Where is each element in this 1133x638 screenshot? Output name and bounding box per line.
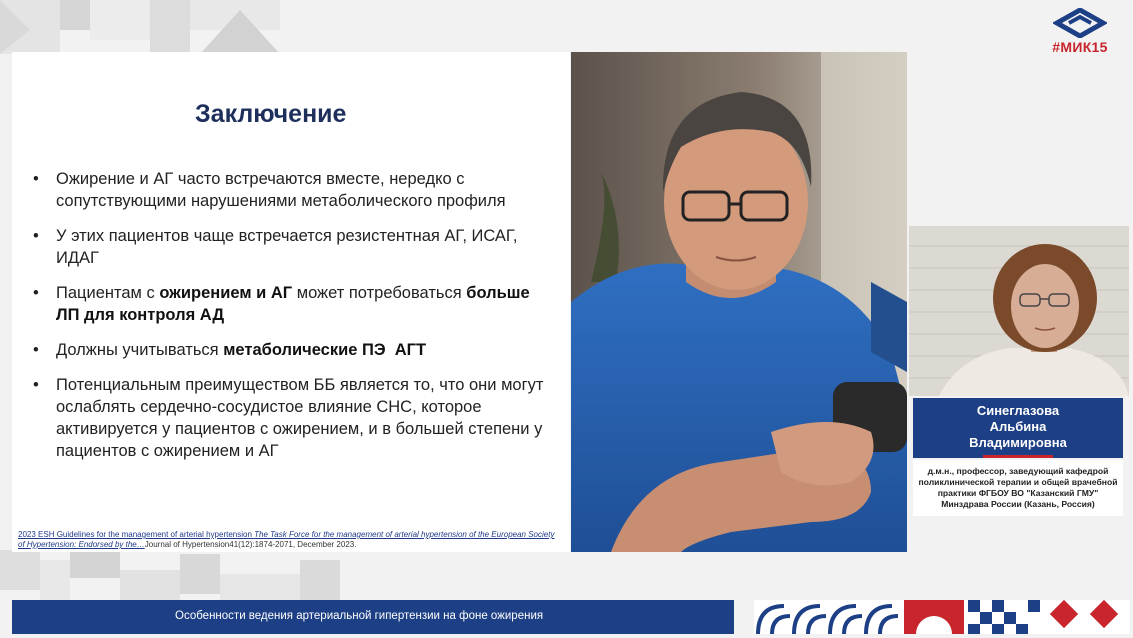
banner-decor-pattern [754, 600, 1130, 634]
slide-reference [18, 530, 558, 550]
bullet-dot: • [33, 227, 39, 245]
bullet-text: Потенциальным преимуществом ББ является то, что они могут ослаблять сердечно-сосудистое влияние СНС, которое активируется у пациентов с ожирением, и в большей степени у пациентов с ожирением и АГ [56, 376, 544, 460]
bullet-item [30, 339, 550, 361]
bullet-item [30, 282, 550, 326]
bullet-list [30, 168, 550, 475]
bullet-item [30, 168, 550, 212]
bottom-banner [12, 600, 734, 634]
bullet-bold-text: больше ЛП для контроля АД [56, 284, 530, 324]
speaker-credentials: д.м.н., профессор, заведующий кафедрой поликлинической терапии и общей врачебной практики ФГБОУ ВО "Казанский ГМУ" Минздрава России (Казань, Россия) [913, 460, 1123, 516]
bullet-dot: • [33, 284, 39, 302]
speaker-video-image [909, 226, 1129, 396]
bullet-text: Должны учитываться [56, 341, 224, 359]
reference-link-italic[interactable]: The Task Force for the management of arterial hypertension of the European Society of Hypertension: Endorsed by the… [18, 530, 555, 549]
speaker-surname: Синеглазова [976, 403, 1060, 418]
reference-link[interactable]: 2023 ESH Guidelines for the management of arterial hypertension [18, 530, 255, 539]
event-logo-text: #МИК15 [1052, 39, 1108, 55]
bullet-dot: • [33, 170, 39, 188]
reference-source: Journal of Hypertension41(12):1874-2071, December 2023. [144, 540, 357, 549]
bullet-bold-text: ожирением и АГ [159, 284, 293, 302]
man-measuring-blood-pressure-image [571, 52, 907, 552]
bullet-bold-text: метаболические ПЭ АГТ [223, 341, 427, 359]
speaker-name-plate [913, 398, 1123, 458]
slide-title: Заключение [195, 100, 347, 128]
speaker-patronymic: Владимировна [969, 435, 1067, 450]
accent-line [983, 455, 1053, 458]
banner-title: Особенности ведения артериальной гипертензии на фоне ожирения [175, 610, 544, 622]
speaker-first-name: Альбина [989, 419, 1047, 434]
bullet-dot: • [33, 376, 39, 394]
bullet-dot: • [33, 341, 39, 359]
event-logo-icon [1053, 8, 1107, 38]
bullet-text: Ожирение и АГ часто встречаются вместе, нередко с сопутствующими нарушениями метаболического профиля [56, 170, 506, 210]
slide-photo [571, 52, 907, 552]
bullet-item [30, 225, 550, 269]
presentation-slide [12, 52, 570, 552]
bullet-text: У этих пациентов чаще встречается резистентная АГ, ИСАГ, ИДАГ [56, 227, 518, 267]
bullet-item [30, 374, 550, 462]
event-logo [1040, 8, 1120, 56]
background-pattern [0, 0, 280, 54]
bullet-text: Пациентам с [56, 284, 160, 302]
speaker-webcam [909, 226, 1129, 396]
bullet-text: может потребоваться [292, 284, 467, 302]
